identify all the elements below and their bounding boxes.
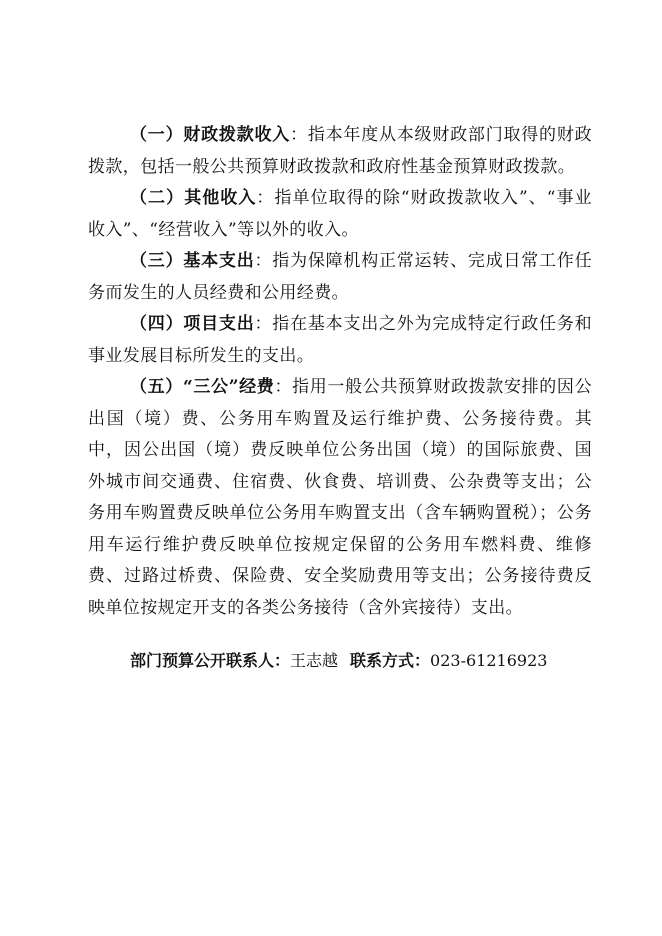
definition-term: 基本支出 <box>183 251 255 271</box>
definition-marker: （四） <box>130 314 184 334</box>
definition-text: 指用一般公共预算财政拨款安排的因公出国（境）费、公务用车购置及运行维护费、公务接待费。其中，因公出国（境）费反映单位公务出国（境）的国际旅费、国外城市间交通费、住宿费、伙食费、培训费、公杂费等支出；公务用车购置费反映单位公务用车购置支出（含车辆购置税）；公务用车运行维护费反映单位按规定保留的公务用车燃料费、维修费、过路过桥费、保险费、安全奖励费用等支出；公务接待费反映单位按规定开支的各类公务接待（含外宾接待）支出。 <box>88 377 592 618</box>
definition-paragraph-3 <box>88 246 592 309</box>
definition-colon: ： <box>254 314 273 334</box>
contact-line <box>130 647 547 675</box>
contact-person-label: 部门预算公开联系人： <box>130 651 291 670</box>
definition-term: 财政拨款收入 <box>183 125 291 145</box>
definition-text: 指在基本支出之外为完成特定行政任务和事业发展目标所发生的支出。 <box>88 314 593 366</box>
definition-colon: ： <box>274 377 293 397</box>
definition-marker: （二） <box>130 188 185 208</box>
contact-person-name: 王志越 <box>290 651 339 670</box>
definition-paragraph-1 <box>88 120 592 183</box>
definition-text: 指单位取得的除“财政拨款收入”、“事业收入”、“经营收入”等以外的收入。 <box>88 188 592 240</box>
definition-paragraph-4 <box>88 309 592 372</box>
definition-marker: （五） <box>130 377 183 397</box>
definition-colon: ： <box>290 125 308 145</box>
definition-colon: ： <box>254 251 273 271</box>
contact-phone: 023-61216923 <box>430 651 548 670</box>
definition-paragraph-2 <box>88 183 592 246</box>
definition-term: 项目支出 <box>183 314 255 334</box>
definition-text: 指为保障机构正常运转、完成日常工作任务而发生的人员经费和公用经费。 <box>88 251 593 303</box>
definition-term: “三公”经费 <box>182 377 275 397</box>
definition-marker: （三） <box>130 251 184 271</box>
definitions-section <box>88 120 592 624</box>
definition-colon: ： <box>256 188 275 208</box>
definition-term: 其他收入 <box>184 188 257 208</box>
definition-paragraph-5 <box>88 372 592 624</box>
definition-text: 指本年度从本级财政部门取得的财政拨款，包括一般公共预算财政拨款和政府性基金预算财政拨款。 <box>88 125 593 177</box>
definition-marker: （一） <box>130 125 184 145</box>
contact-method-label: 联系方式： <box>350 651 431 670</box>
